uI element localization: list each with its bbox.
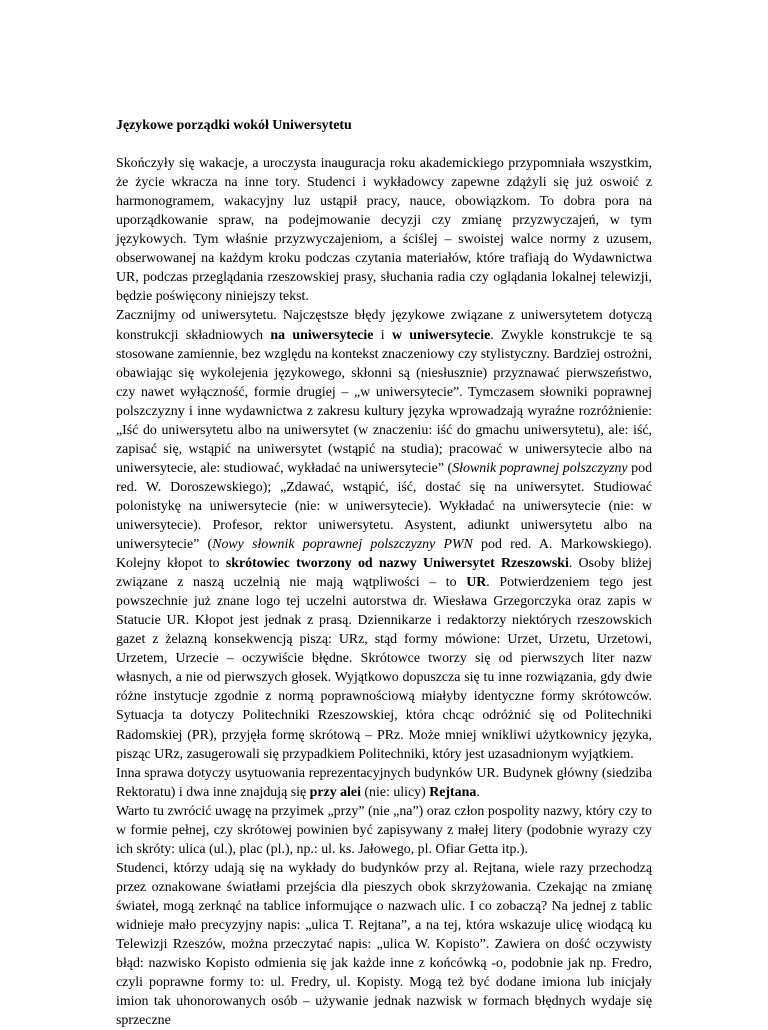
paragraph-text: Studenci, którzy udają się na wykłady do budynków przy al. Rejtana, wiele razy przechodzą przez oznakowane światłami przejścia dla pieszych obok skrzyżowania. Czekając na zmianę świateł, mogą zerknąć na tablice informujące o nazwach ulic. I co zobaczą? Na jednej z tablic widnieje mało precyzyjny napis: „ulica T. Rejtana”, a na tej, która wskazuje ulicę wiodącą ku Telewizji Rzeszów, można przeczytać napis: „ulica W. Kopisto”. Zawiera on dość oczywisty błąd: nazwisko Kopisto odmienia się jak każde inne z końcówką -o, podobnie jak np. Fredro, czyli poprawne formy to: ul. Fredry, ul. Kopisty. Mogą też być dodane imiona lub inicjały imion tak uhonorowanych osób – używanie jednak nazwisk w formach błędnych wydaje się sprzeczne [116, 860, 652, 1029]
paragraph-text: Skończyły się wakacje, a uroczysta inauguracja roku akademickiego przypomniała wszystkim, że życie wkracza na inne tory. Studenci i wykładowcy zapewne zdążyli się już oswoić z harmonogramem, wakacyjny luz ustąpił pracy, nauce, obowiązkom. To dobra pora na uporządkowanie spraw, na podejmowanie decyzji czy zmianę przyzwyczajeń, w tym językowych. Tym właśnie przyzwyczajeniom, a ściślej – swoistej walce normy z uzusem, obserwowanej na każdym kroku podczas czytania materiałów, które trafiają do Wydawnictwa UR, podczas przeglądania rzeszowskiej prasy, słuchania radia czy oglądania lokalnej telewizji, będzie poświęcony niniejszy tekst. [116, 156, 652, 305]
paragraph-text: pod red. A. Markowskiego). Kolejny kłopot to [116, 537, 652, 572]
paragraph-text: i [373, 327, 392, 343]
document-body [116, 154, 652, 1030]
paragraph-text: pod red. W. Doroszewskiego); „Zdawać, wstąpić, iść, dostać się na uniwersytet. Studiować polonistykę na uniwersytecie (nie: w uniwersytecie). Wykładać na uniwersytecie (nie: w uniwersytecie). Profesor, rektor uniwersytetu. Asystent, adiunkt uniwersytetu albo na uniwersytecie” ( [116, 460, 653, 553]
paragraph-text: . Potwierdzeniem tego jest powszechnie już znane logo tej uczelni autorstwa dr. Wiesława Grzegorczyka oraz zapis w Statucie UR. Kłopot jest jednak z prasą. Dziennikarze i redaktorzy niektórych rzeszowskich gazet z żelazną konsekwencją piszą: URz, stąd formy mówione: Urzet, Urzetu, Urzetowi, Urzetem, Urzecie – oczywiście błędne. Skrótowce tworzy się od pierwszych liter nazw własnych, a nie od pierwszych głosek. Wyjątkowo dopuszcza się tu inne rozwiązania, gdy dwie różne instytucje zgodnie z normą poprawnościową miałyby identyczne formy skrótowców. Sytuacja ta dotyczy Politechniki Rzeszowskiej, która chcąc odróżnić się od Politechniki Radomskiej (PR), przyjęła formę skrótową – PRz. Może mniej wnikliwi użytkownicy języka, pisząc URz, zasugerowali się przypadkiem Politechniki, który jest uzasadnionym wyjątkiem. [116, 575, 653, 762]
document-page [116, 116, 652, 1030]
bold-text: Rejtana [429, 784, 477, 800]
paragraph-text: Zacznijmy od uniwersytetu. Najczęstsze błędy językowe związane z uniwersytetem dotyczą konstrukcji składniowych [116, 308, 652, 343]
paragraph-text: Warto tu zwrócić uwagę na przyimek „przy” (nie „na”) oraz człon pospolity nazwy, który czy to w formie pełnej, czy skrótowej powinien być zapisywany z małej litery (podobnie wyrazy czy ich skróty: ulica (ul.), plac (pl.), np.: ul. ks. Jałowego, pl. Ofiar Getta itp.). [116, 803, 652, 857]
document-paragraph [116, 802, 652, 859]
bold-text: przy alei [309, 784, 361, 800]
document-paragraph [116, 154, 652, 306]
bold-text: skrótowiec tworzony od nazwy Uniwersytet Rzeszowski [225, 556, 569, 572]
bold-text: w uniwersytecie [391, 327, 491, 343]
bold-text: UR [466, 575, 487, 591]
paragraph-text: . [476, 784, 480, 800]
paragraph-text: . Zwykle konstrukcje te są stosowane zamiennie, bez względu na kontekst znaczeniowy czy stylistyczny. Bardziej ostrożni, obawiając się wykolejenia językowego, skłonni są (niesłusznie) przyznawać pierwszeństwo, czy nawet wyłączność, formie drugiej – „w uniwersytecie”. Tymczasem słowniki poprawnej polszczyzny i inne wydawnictwa z zakresu kultury języka wprowadzają wyraźne rozróżnienie: „Iść do uniwersytetu albo na uniwersytet (w znaczeniu: iść do gmachu uniwersytetu), ale: iść, zapisać się, wstąpić na uniwersytet (wstąpić na studia); pracować w uniwersytecie albo na uniwersytecie, ale: studiować, wykładać na uniwersytecie” ( [116, 327, 653, 476]
paragraph-text: Inna sprawa dotyczy usytuowania reprezentacyjnych budynków UR. Budynek główny (siedziba Rektoratu) i dwa inne znajdują się [116, 765, 652, 800]
document-paragraph [116, 764, 652, 802]
paragraph-text: (nie: ulicy) [360, 784, 430, 800]
paragraph-text: . Osoby bliżej związane z naszą uczelnią nie mają wątpliwości – to [116, 556, 652, 591]
document-title: Językowe porządki wokół Uniwersytetu [116, 118, 352, 133]
italic-text: Słownik poprawnej polszczyzny [452, 460, 628, 476]
italic-text: Nowy słownik poprawnej polszczyzny PWN [212, 537, 473, 553]
document-paragraph [116, 306, 652, 763]
document-paragraph [116, 859, 652, 1030]
bold-text: na uniwersytecie [270, 327, 374, 343]
